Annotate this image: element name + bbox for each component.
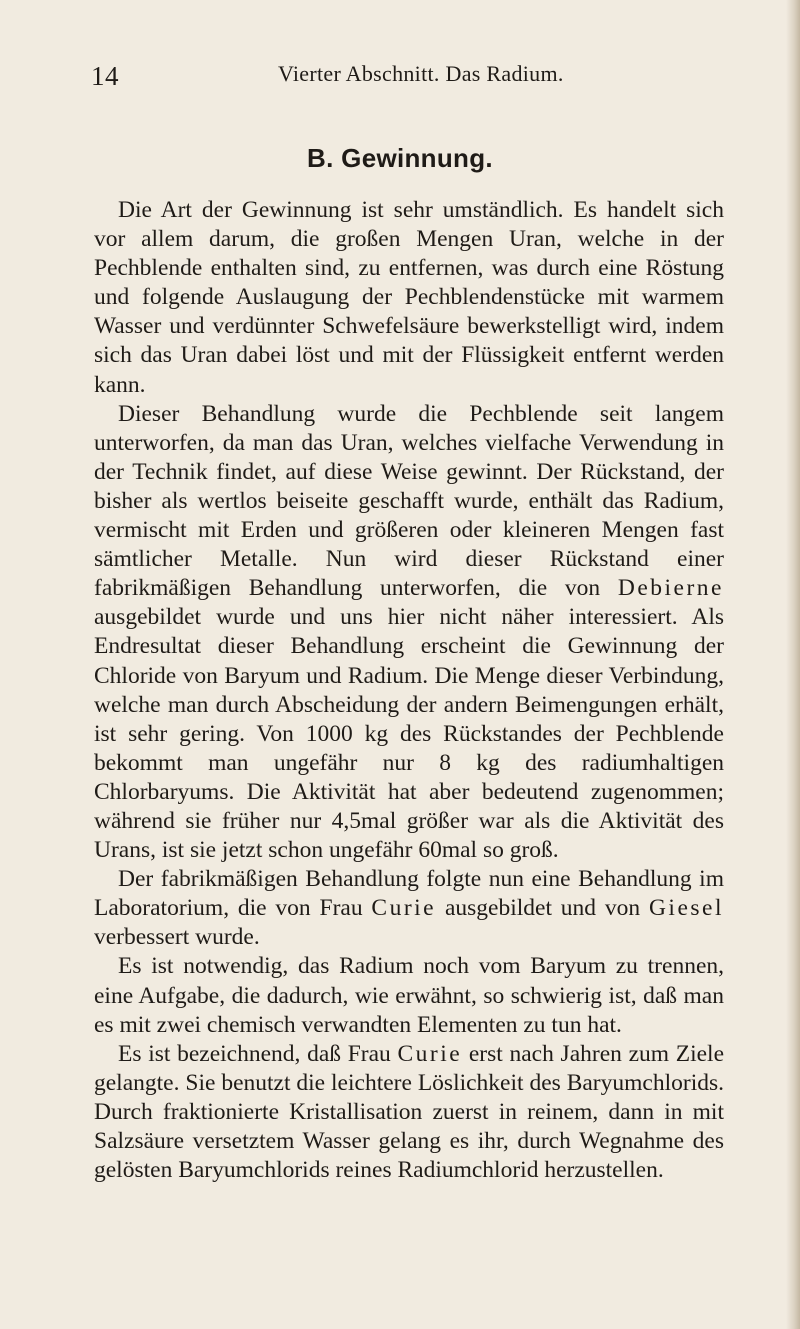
- paragraph: [94, 865, 724, 952]
- text-run: Der fabrikmäßigen Behandlung folgte nun eine Behandlung im Laboratorium, die von Frau: [94, 866, 724, 922]
- paragraph: [94, 1040, 724, 1185]
- text-run: Es ist notwendig, das Radium noch vom Baryum zu trennen, eine Aufgabe, die dadurch, wie erwähnt, so schwierig ist, daß man es mit zwei chemisch verwandten Elementen zu tun hat.: [94, 953, 724, 1038]
- text-run: ausgebildet und von: [436, 895, 649, 922]
- person-name-curie: Curie: [397, 1040, 463, 1067]
- text-run: Dieser Behandlung wurde die Pechblende seit langem unterworfen, da man das Uran, welches vielfache Verwendung in der Technik findet, auf diese Weise gewinnt. Der Rückstand, der bisher als wertlos beiseite geschafft wurde, enthält das Radium, vermischt mit Erden und größeren oder kleineren Mengen fast sämtlicher Metalle. Nun wird dieser Rückstand einer fabrikmäßigen Behandlung unterworfen, die von: [94, 400, 724, 602]
- text-run: Es ist bezeichnend, daß Frau: [118, 1040, 398, 1067]
- section-heading: B. Gewinnung.: [307, 143, 493, 173]
- person-name-giesel: Giesel: [648, 895, 724, 922]
- text-run: Die Art der Gewinnung ist sehr umständlich. Es handelt sich vor allem darum, die großen Mengen Uran, welche in der Pechblende enthalten sind, zu entfernen, was durch eine Röstung und folgende Auslaugung der Pechblendenstücke mit warmem Wasser und verdünnter Schwefelsäure bewerkstelligt wird, indem sich das Uran dabei löst und mit der Flüssigkeit entfernt werden kann.: [94, 197, 724, 398]
- text-run: verbessert wurde.: [94, 924, 260, 951]
- running-title: Vierter Abschnitt. Das Radium.: [278, 61, 564, 86]
- page-edge-shadow: [786, 0, 800, 1329]
- paragraph: [94, 196, 724, 400]
- text-run: ausgebildet wurde und uns hier nicht näher interessiert. Als Endresultat dieser Behandlung erscheint die Gewinnung der Chloride von Baryum und Radium. Die Menge dieser Verbindung, welche man durch Abscheidung der andern Beimengungen erhält, ist sehr gering. Von 1000 kg des Rückstandes der Pechblende bekommt man ungefähr nur 8 kg des radiumhaltigen Chlorbaryums. Die Aktivität hat aber bedeutend zugenommen; während sie früher nur 4,5mal größer war als die Aktivität des Urans, ist sie jetzt schon ungefähr 60mal so groß.: [94, 604, 724, 864]
- page-number: 14: [91, 61, 119, 91]
- person-name-debierne: Debierne: [617, 575, 724, 602]
- body-text: [94, 196, 724, 1185]
- paragraph: [94, 400, 724, 866]
- text-run: erst nach Jahren zum Ziele gelangte. Sie benutzt die leichtere Löslichkeit des Baryumchlorids. Durch fraktionierte Kristallisation zuerst in reinem, dann in mit Salzsäure versetztem Wasser gelang es ihr, durch Wegnahme des gelösten Baryumchlorids reines Radiumchlorid herzustellen.: [94, 1040, 724, 1184]
- running-head: [0, 58, 800, 98]
- paragraph: [94, 952, 724, 1039]
- person-name-curie: Curie: [371, 895, 437, 922]
